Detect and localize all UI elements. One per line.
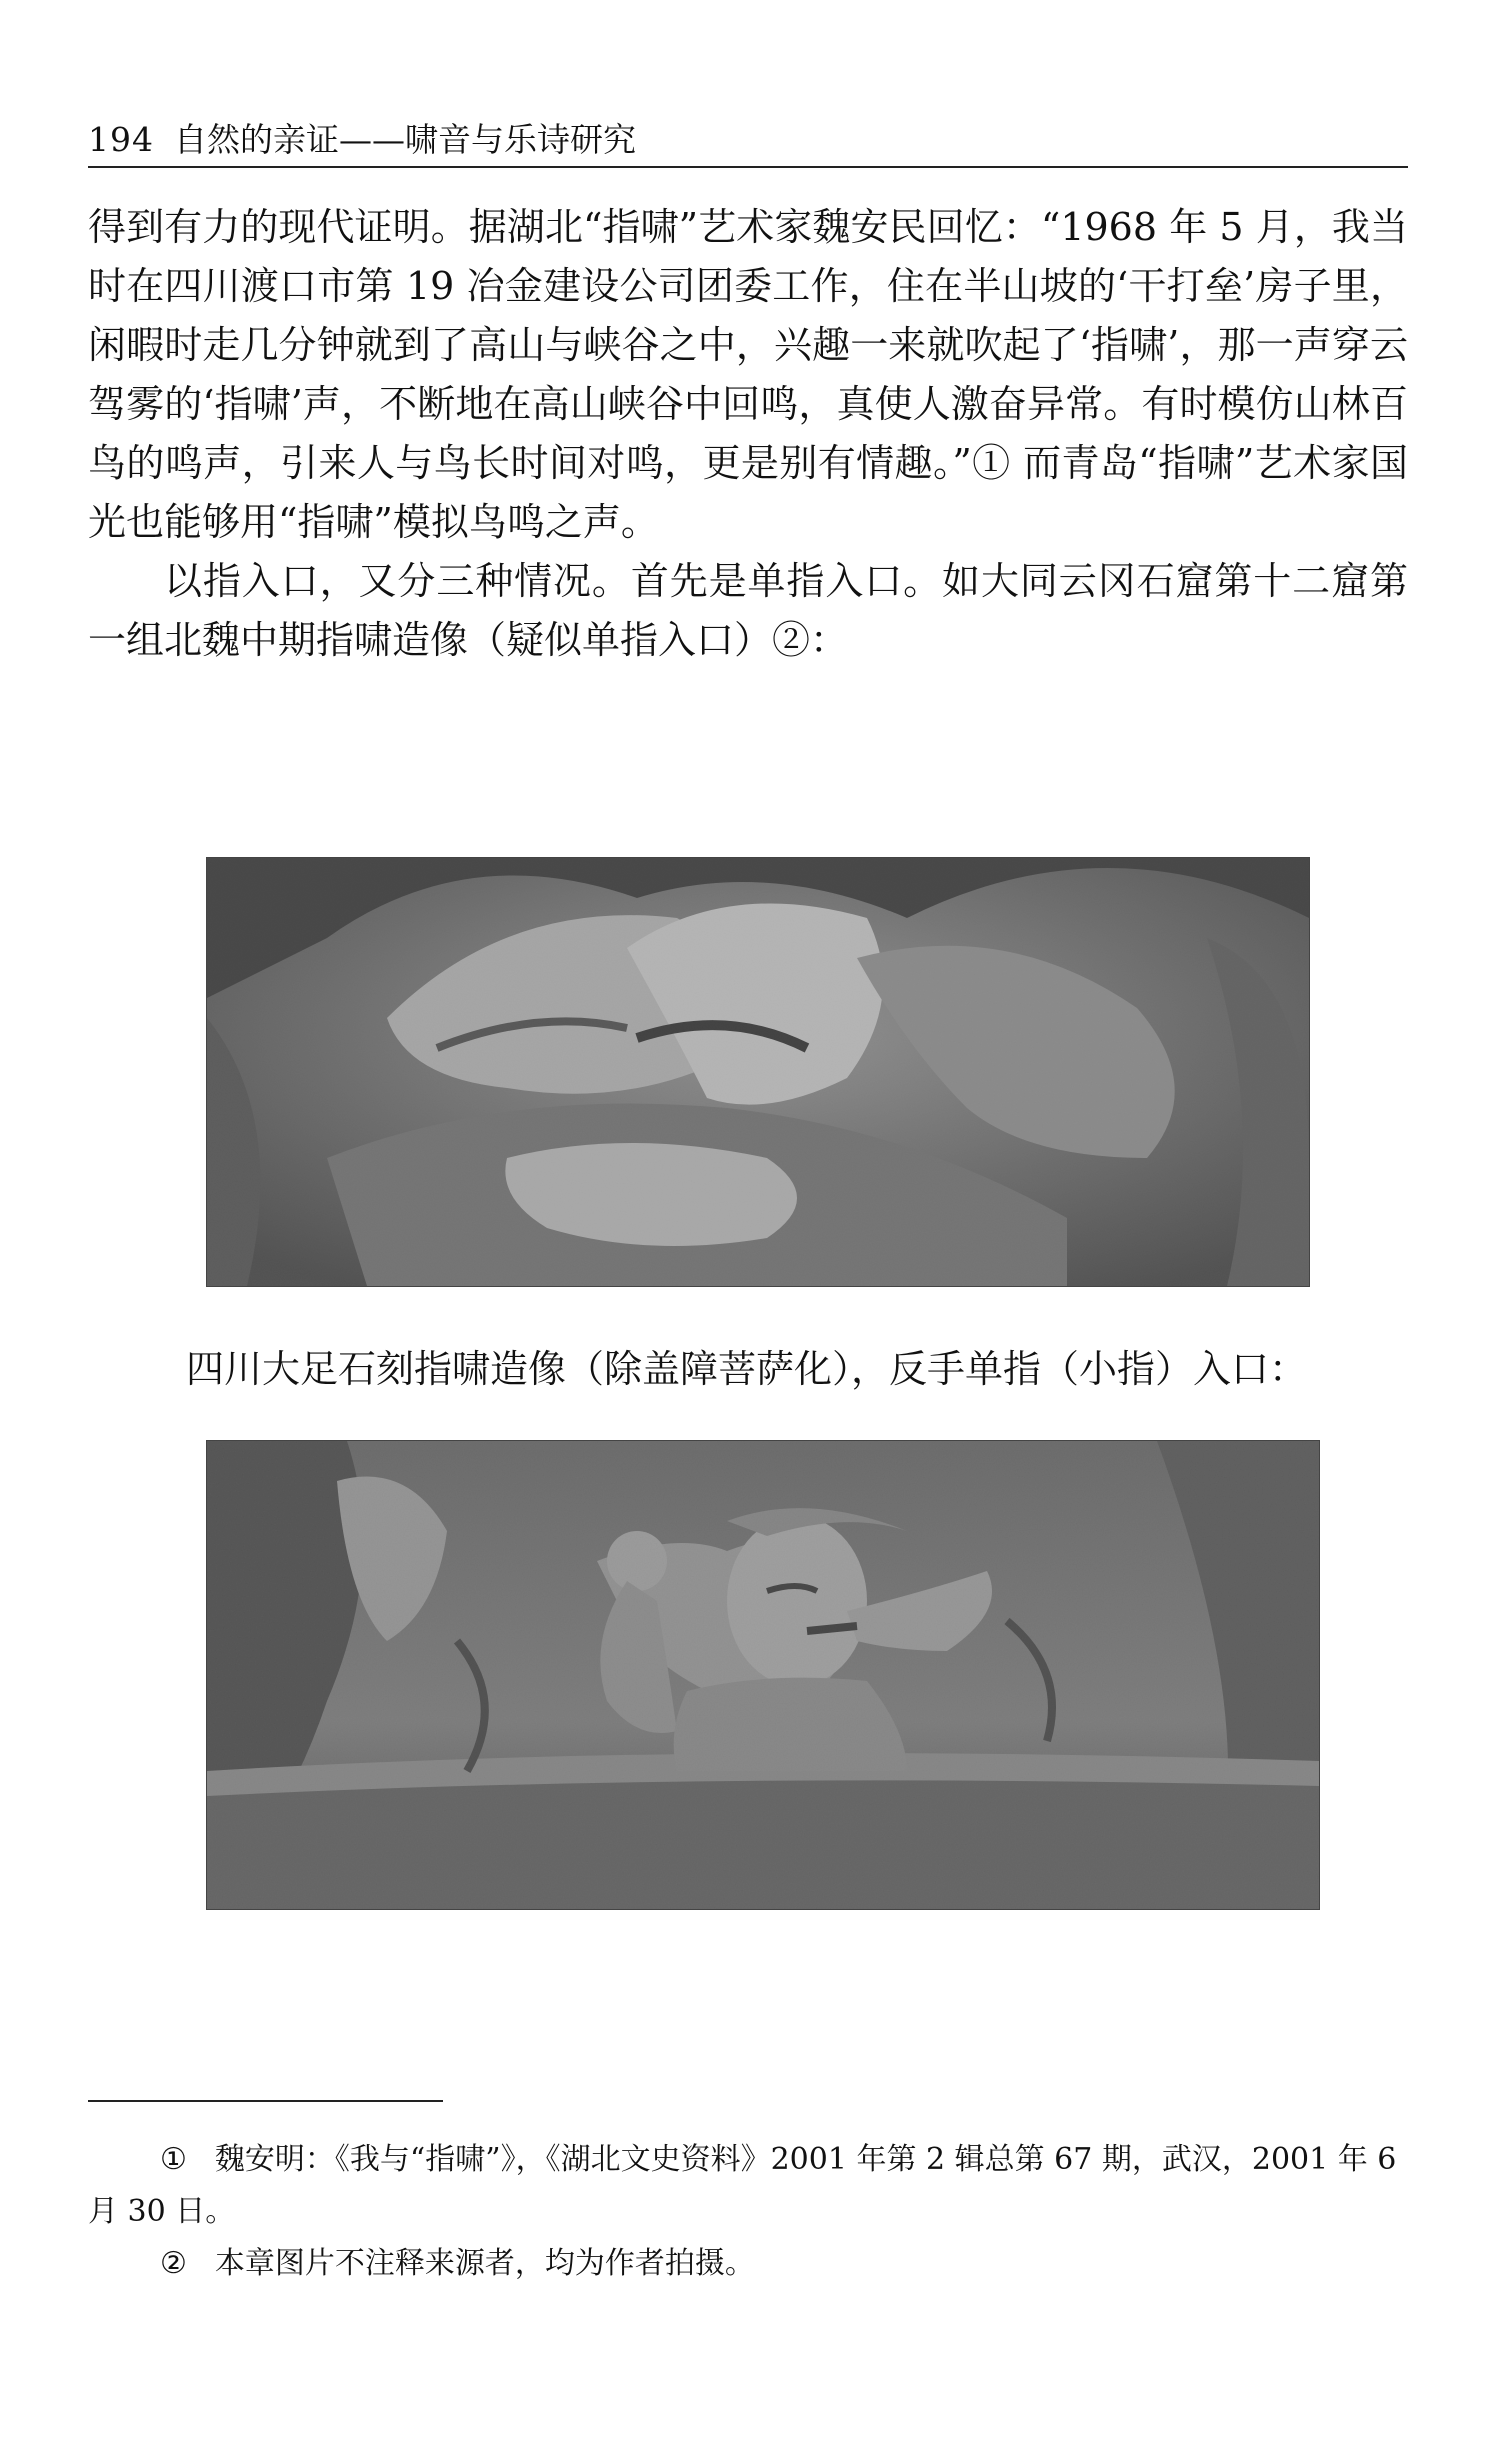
- footnotes: [88, 2134, 1418, 2290]
- footnote-1: [88, 2134, 1418, 2238]
- page-number: 194: [88, 120, 154, 159]
- figure-yungang-statue-photo: [206, 857, 1310, 1287]
- running-header: [88, 118, 1408, 162]
- footnote-text: 魏安明：《我与“指啸”》，《湖北文史资料》2001 年第 2 辑总第 67 期，武汉，2001 年 6 月 30 日。: [88, 2142, 1397, 2229]
- footnote-marker: ②: [160, 2246, 187, 2281]
- paragraph-2: 以指入口，又分三种情况。首先是单指入口。如大同云冈石窟第十二窟第一组北魏中期指啸造像（疑似单指入口）②：: [88, 559, 1408, 662]
- footnote-marker: ①: [160, 2142, 187, 2177]
- body-text: [88, 198, 1408, 670]
- yungang-relief-photo: [207, 858, 1309, 1286]
- footnote-2: [88, 2238, 1418, 2290]
- header-rule: [88, 166, 1408, 168]
- paragraph-1: 得到有力的现代证明。据湖北“指啸”艺术家魏安民回忆：“1968 年 5 月，我当时在四川渡口市第 19 冶金建设公司团委工作，住在半山坡的‘干打垒’房子里，闲暇时走几分钟就到了高山与峡谷之中，兴趣一来就吹起了‘指啸’，那一声穿云驾雾的‘指啸’声，不断地在高山峡谷中回鸣，真使人激奋异常。有时模仿山林百鸟的鸣声，引来人与鸟长时间对鸣，更是别有情趣。”① 而青岛“指啸”艺术家国光也能够用“指啸”模拟鸟鸣之声。: [88, 205, 1408, 544]
- figure-2-caption: 四川大足石刻指啸造像（除盖障菩萨化），反手单指（小指）入口：: [186, 1347, 1308, 1391]
- figure-dazu-carving-photo: [206, 1440, 1320, 1910]
- running-title: 自然的亲证——啸音与乐诗研究: [174, 120, 636, 159]
- footnote-text: 本章图片不注释来源者，均为作者拍摄。: [214, 2246, 755, 2281]
- dazu-relief-photo: [207, 1441, 1319, 1909]
- footnote-rule: [88, 2100, 443, 2102]
